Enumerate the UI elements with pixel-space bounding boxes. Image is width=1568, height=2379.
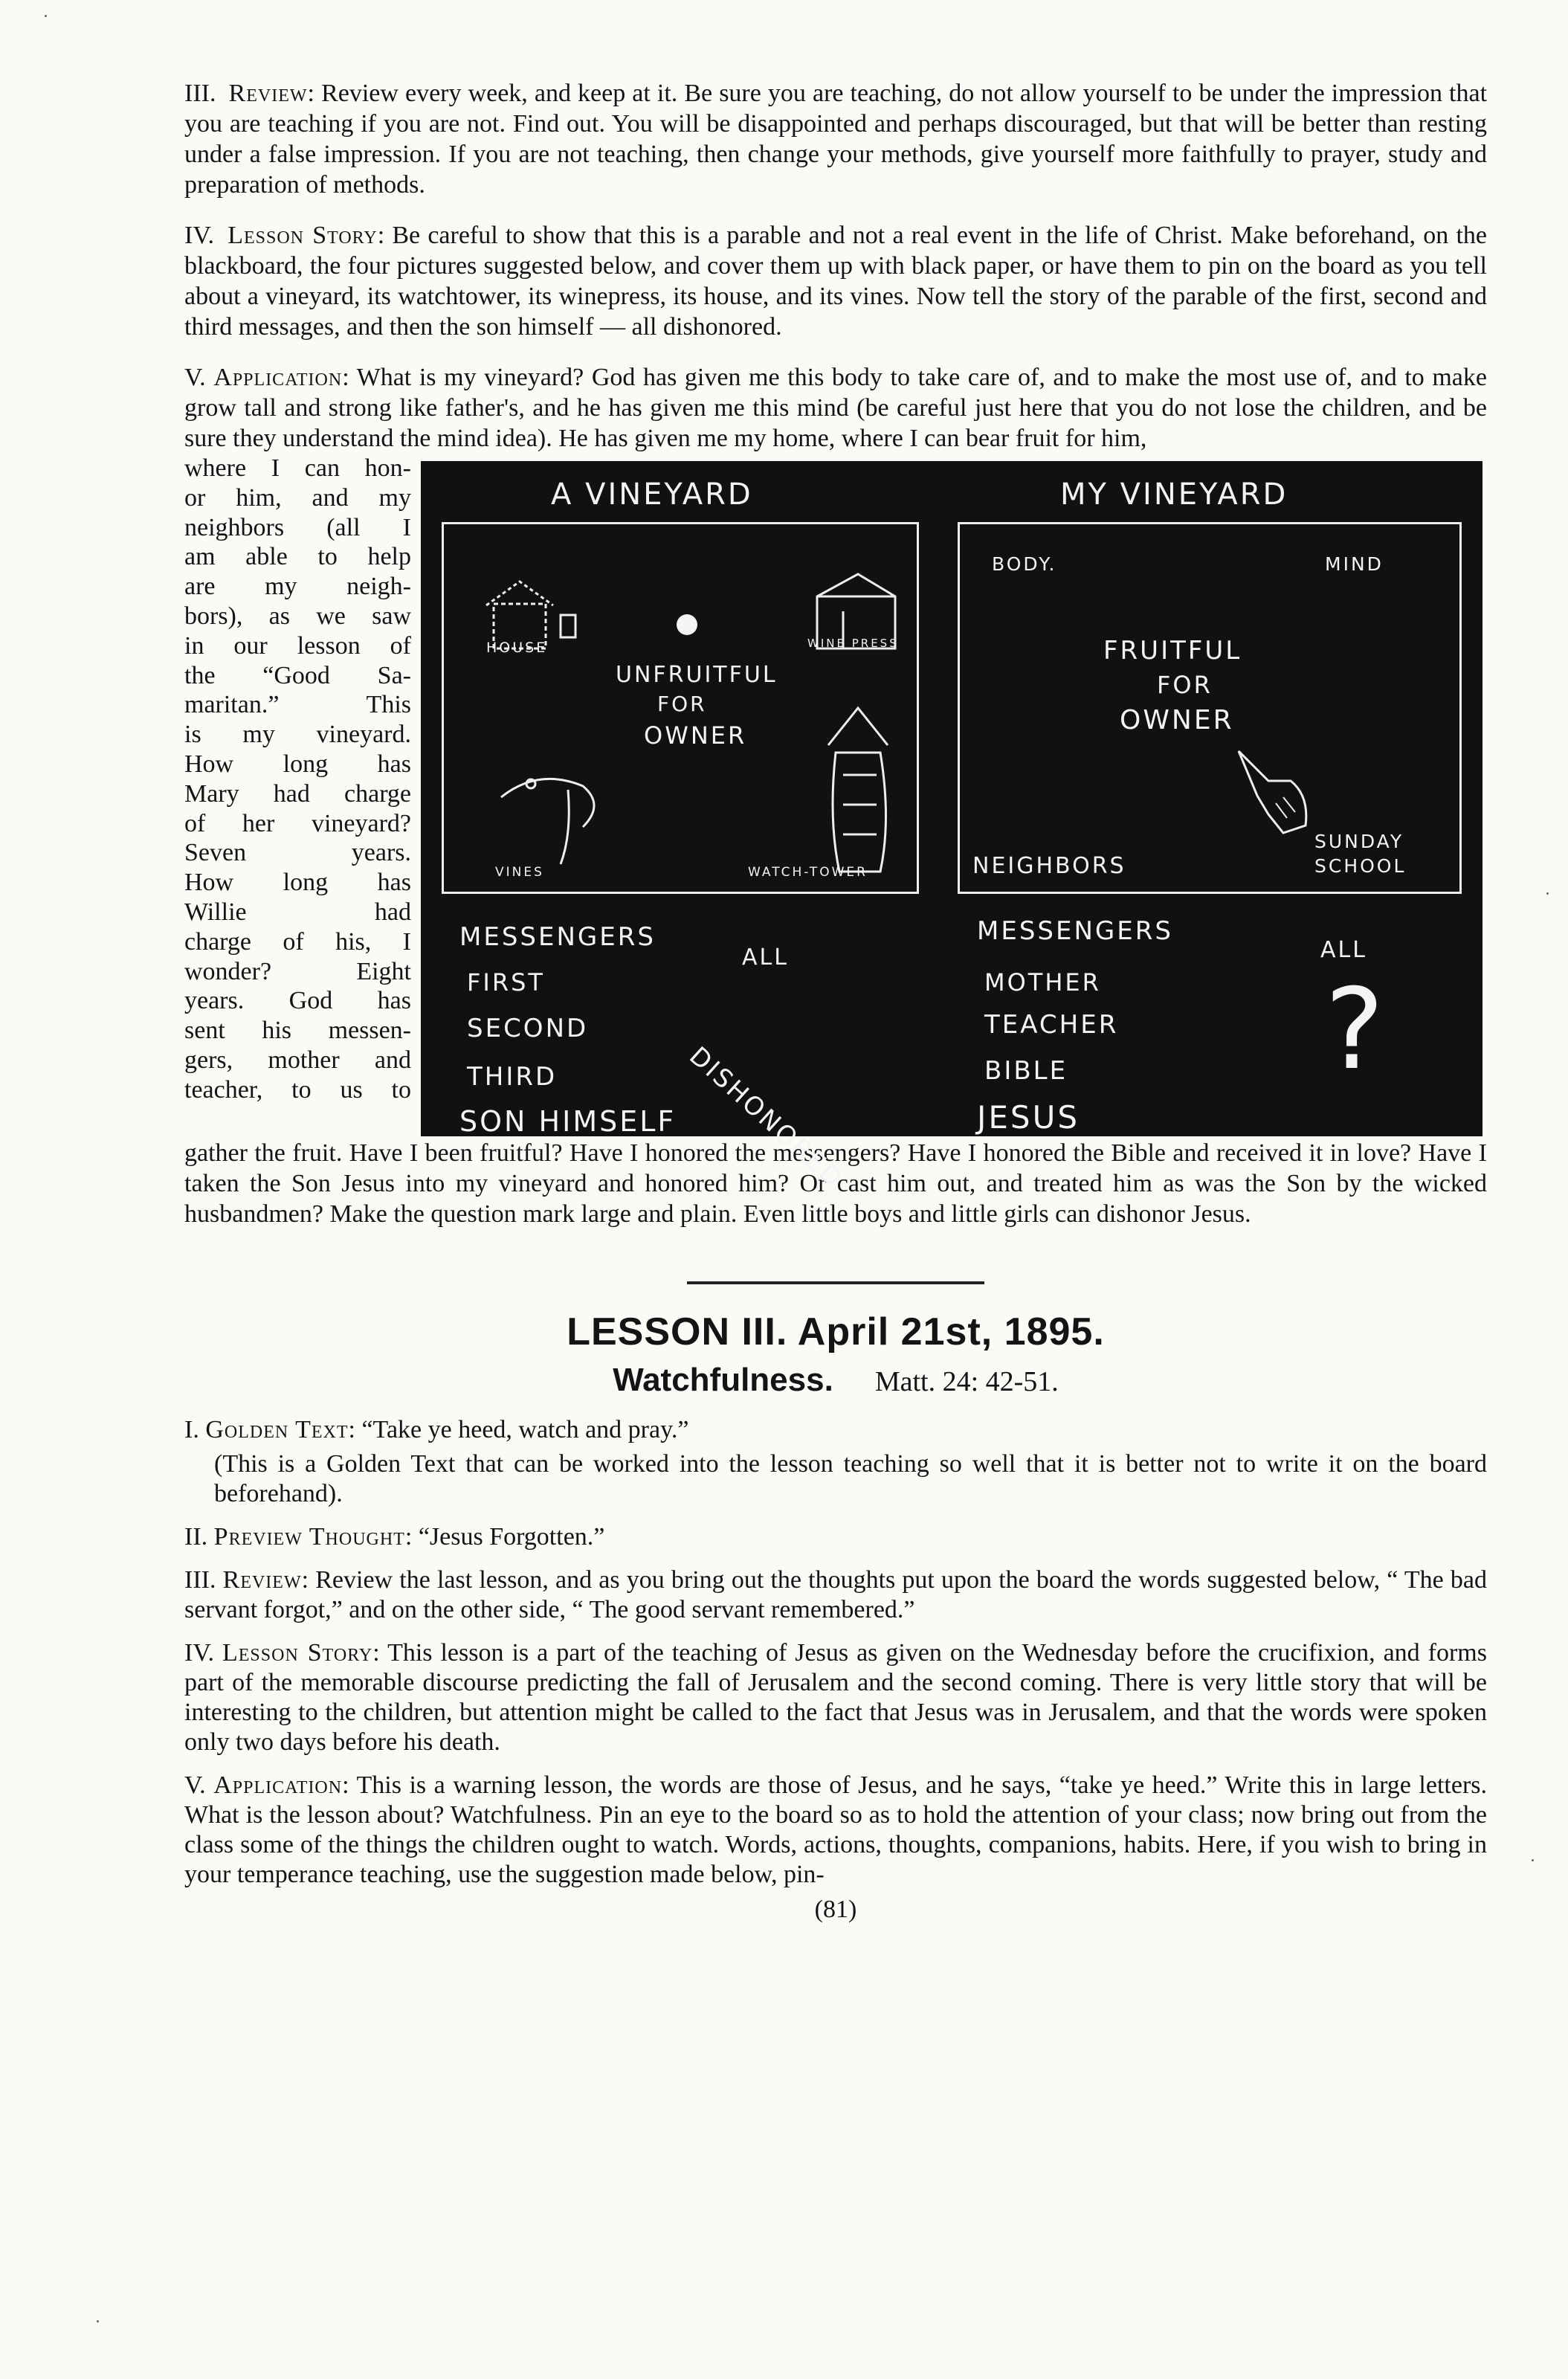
text-line: are my neigh- <box>184 573 411 601</box>
text-line: years. God has <box>184 987 411 1015</box>
golden-text: I. Golden Text: “Take ye heed, watch and pray.” <box>184 1416 689 1443</box>
hand-icon <box>1224 744 1328 848</box>
lesson-subtitle <box>184 1362 1487 1399</box>
section-number: I. <box>184 1416 199 1443</box>
section-number: III. <box>184 80 216 107</box>
review: III. Review: Review the last lesson, and as you bring out the thoughts put upon the board the words suggested below, “ The bad servant forgot,” and on the other side, “ The good servant remembered.” <box>184 1566 1488 1623</box>
section-heading: Application <box>213 1771 343 1799</box>
text-line: is my vineyard. <box>184 721 411 749</box>
preview-thought: II. Preview Thought: “Jesus Forgotten.” <box>184 1523 605 1551</box>
application-continued: gather the fruit. Have I been fruitful? Have I honored the messengers? Have I honored the Bible and received it in love? Have I taken the Son Jesus into my vineyard and honored him? Or cast him out, and treated him as was the Son by the wicked husbandmen? Make the question mark large and plain. Even little boys and little girls can dishonor Jesus. <box>184 1139 1487 1228</box>
text-line: the “Good Sa- <box>184 661 411 689</box>
scan-speck <box>97 2320 99 2322</box>
text-line: Mary had charge <box>184 779 411 808</box>
page-number: (81) <box>814 1896 857 1923</box>
section-text: Review the last lesson, and as you bring out the thoughts put upon the board the words suggested below, “ The bad servant forgot,” and on the other side, “ The good servant remembered.” <box>184 1566 1488 1623</box>
messenger-jesus: JESUS <box>977 1099 1080 1136</box>
text-line: maritan.” This <box>184 691 411 719</box>
label-neighbors: NEIGHBORS <box>972 853 1126 879</box>
label-for: FOR <box>657 692 707 716</box>
question-mark: ? <box>1325 965 1387 1095</box>
section-heading: Lesson Story <box>228 222 378 249</box>
text-line: or him, and my <box>184 483 411 512</box>
text-line: teacher, to us to <box>184 1075 411 1104</box>
text-line: charge of his, I <box>184 927 411 956</box>
section-divider <box>687 1281 984 1284</box>
label-watchtower: WATCH-TOWER <box>748 865 868 880</box>
text-line: bors), as we saw <box>184 602 411 630</box>
narrow-text-column <box>184 454 411 1105</box>
section-text: This is a warning lesson, the words are those of Jesus, and he says, “take ye heed.” Write this in large letters. What is the lesson about? Watchfulness. Pin an eye to the board so as to hold the attention of your class; now bring out from the class some of the things the children ought to watch. Words, actions, thoughts, companions, habits. Here, if you wish to bring in your temperance teaching, use the suggestion made below, pin- <box>184 1771 1487 1888</box>
section-text: Review every week, and keep at it. Be sure you are teaching, do not allow yourself to be under the impression that you are teaching if you are not. Find out. You will be disappointed and perhaps discouraged, but that will be better than resting under a false impression. If you are not teaching, then change your methods, give yourself more faithfully to prayer, study and preparation of methods. <box>184 80 1488 199</box>
messenger-teacher: TEACHER <box>984 1010 1119 1040</box>
text-line: How long has <box>184 750 411 778</box>
golden-text-note: (This is a Golden Text that can be worked into the lesson teaching so well that it is better not to write it on the board beforehand). <box>214 1450 1487 1507</box>
label-house: HOUSE <box>486 640 548 656</box>
section-text: Be careful to show that this is a parable and not a real event in the life of Christ. Make beforehand, on the blackboard, the four pictures suggested below, and cover them up with black paper, or have them to pin on the board as you tell about a vineyard, its watchtower, its winepress, its house, and its vines. Now tell the story of the parable of the first, second and third messages, and then the son himself — all dishonored. <box>184 222 1487 341</box>
text-line: of her vineyard? <box>184 809 411 837</box>
lesson-topic: Watchfulness. <box>613 1362 833 1398</box>
scan-speck <box>1546 892 1549 895</box>
section-application: V. Application: What is my vineyard? God has given me this body to take care of, and to make the most use of, and to make grow tall and strong like father's, and he has given me this mind (be careful just here that you do not lose the children, and be sure they understand the mind idea). He has given me my home, where I can bear fruit for him, <box>184 364 1487 452</box>
label-unfruitful: UNFRUITFUL <box>616 662 778 688</box>
left-all-label: ALL <box>742 944 789 970</box>
left-board-title: A VINEYARD <box>551 477 753 512</box>
lesson-title: LESSON III. April 21st, 1895. <box>567 1310 1105 1353</box>
section-number: II. <box>184 1523 208 1551</box>
text-line: wonder? Eight <box>184 957 411 985</box>
messenger-second: SECOND <box>467 1014 589 1043</box>
text-line: neighbors (all I <box>184 513 411 541</box>
label-owner: OWNER <box>1120 705 1234 735</box>
section-heading: Preview Thought <box>213 1523 405 1551</box>
label-fruitful: FRUITFUL <box>1103 636 1242 666</box>
left-messengers-heading: MESSENGERS <box>459 922 656 952</box>
lesson-story: IV. Lesson Story: This lesson is a part of the teaching of Jesus as given on the Wednesday before the crucifixion, and forms part of the memorable discourse predicting the fall of Jerusalem and the second coming. There is very little story that will be interesting to the children, but attention might be called to the fact that Jesus was in Jerusalem, and that the words were spoken only two days before his death. <box>184 1639 1487 1756</box>
scan-speck <box>45 15 47 17</box>
section-heading: Review <box>222 1566 302 1594</box>
section-text: “Jesus Forgotten.” <box>418 1523 605 1551</box>
label-vines: VINES <box>495 865 544 880</box>
section-heading: Golden Text <box>205 1416 349 1443</box>
dishonored-label: DISHONORED <box>683 1041 849 1195</box>
section-lesson-story: IV. Lesson Story: Be careful to show that this is a parable and not a real event in the life of Christ. Make beforehand, on the blackboard, the four pictures suggested below, and cover them up with black paper, or have them to pin on the board as you tell about a vineyard, its watchtower, its winepress, its house, and its vines. Now tell the story of the parable of the first, second and third messages, and then the son himself — all dishonored. <box>184 222 1487 341</box>
text-line: am able to help <box>184 543 411 571</box>
section-number: IV. <box>184 222 214 249</box>
label-school: SCHOOL <box>1314 855 1407 877</box>
right-board-title: MY VINEYARD <box>1060 477 1288 512</box>
text-line: Willie had <box>184 898 411 926</box>
messenger-son: SON HIMSELF <box>459 1105 677 1138</box>
label-mind: MIND <box>1325 553 1384 575</box>
right-all-label: ALL <box>1320 937 1367 963</box>
label-owner: OWNER <box>644 721 747 750</box>
scan-speck <box>1532 1859 1534 1861</box>
watchtower-icon <box>828 708 888 872</box>
text-line: sent his messen- <box>184 1017 411 1045</box>
messenger-bible: BIBLE <box>984 1056 1068 1086</box>
section-text: “Take ye heed, watch and pray.” <box>361 1416 689 1443</box>
label-sunday: SUNDAY <box>1314 831 1404 852</box>
scripture-reference: Matt. 24: 42-51. <box>874 1366 1059 1397</box>
label-winepress: WINE PRESS <box>807 637 899 650</box>
section-number: V. <box>184 364 206 391</box>
section-heading: Lesson Story <box>222 1639 373 1667</box>
section-number: IV. <box>184 1639 214 1667</box>
label-for: FOR <box>1157 671 1213 699</box>
text-line: How long has <box>184 869 411 897</box>
text-line: Seven years. <box>184 839 411 867</box>
section-heading: Application <box>213 364 343 391</box>
section-review: III. Review: Review every week, and keep at it. Be sure you are teaching, do not allow yourself to be under the impression that you are teaching if you are not. Find out. You will be disappointed and perhaps discouraged, but that will be better than resting under a false impression. If you are not teaching, then change your methods, give yourself more faithfully to prayer, study and preparation of methods. <box>184 80 1488 199</box>
text-line: gers, mother and <box>184 1046 411 1074</box>
application: V. Application: This is a warning lesson, the words are those of Jesus, and he says, “take ye heed.” Write this in large letters. What is the lesson about? Watchfulness. Pin an eye to the board so as to hold the attention of your class; now bring out from the class some of the things the children ought to watch. Words, actions, thoughts, companions, habits. Here, if you wish to bring in your temperance teaching, use the suggestion made below, pin- <box>184 1771 1487 1888</box>
house-icon <box>486 582 575 648</box>
messenger-first: FIRST <box>467 968 545 997</box>
page-content <box>184 78 1487 1924</box>
lamp-icon <box>677 614 697 635</box>
vines-icon <box>501 779 594 864</box>
right-messengers-heading: MESSENGERS <box>977 916 1173 946</box>
section-heading: Review <box>228 80 308 107</box>
text-line: in our lesson of <box>184 631 411 660</box>
label-body: BODY. <box>992 553 1057 575</box>
section-text: This lesson is a part of the teaching of Jesus as given on the Wednesday before the crucifixion, and forms part of the memorable discourse predicting the fall of Jerusalem and the second coming. There is very little story that will be interesting to the children, but attention might be called to the fact that Jesus was in Jerusalem, and that the words were spoken only two days before his death. <box>184 1639 1487 1756</box>
section-number: V. <box>184 1771 206 1799</box>
section-number: III. <box>184 1566 216 1594</box>
messenger-mother: MOTHER <box>984 968 1101 997</box>
text-line: where I can hon- <box>184 454 411 482</box>
messenger-third: THIRD <box>467 1062 558 1092</box>
section-text: What is my vineyard? God has given me this body to take care of, and to make the most use of, and to make grow tall and strong like father's, and he has given me this mind (be careful just here that you do not lose the children, and be sure they understand the mind idea). He has given me my home, where I can bear fruit for him, <box>184 364 1487 452</box>
